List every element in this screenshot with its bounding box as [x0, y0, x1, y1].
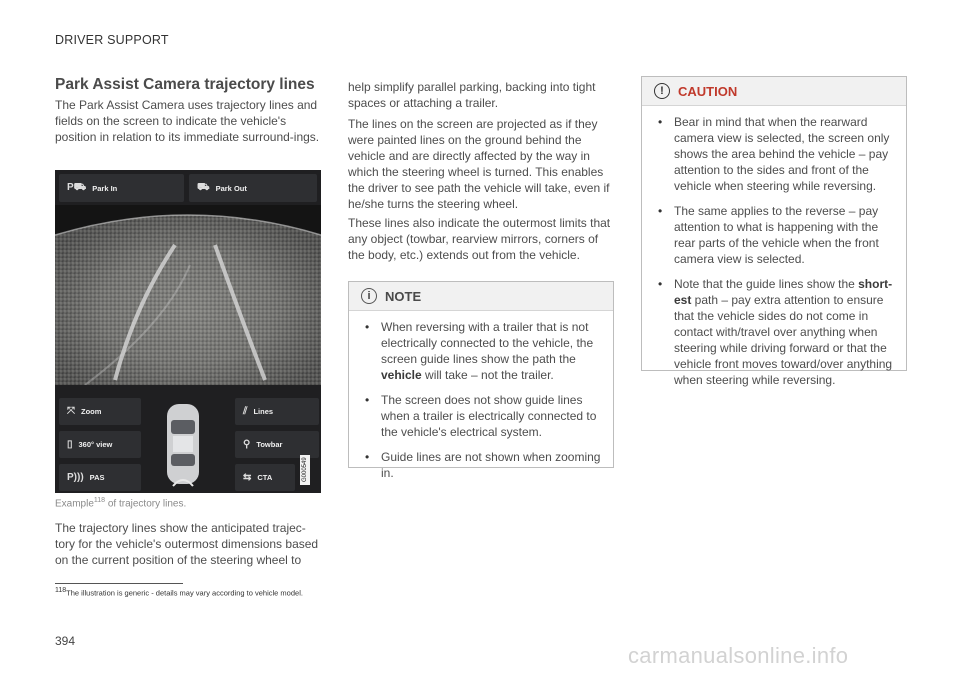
note-box	[348, 281, 614, 480]
col2-paragraph-3: These lines also indicate the outermost limits that any object (towbar, rearview mirrors, corners of the body, etc.) extends out from the vehicle.	[348, 216, 611, 262]
note-title: NOTE	[385, 288, 422, 304]
section-header: DRIVER SUPPORT	[55, 33, 169, 47]
info-icon: i	[361, 288, 377, 304]
car-exit-icon: ⛟	[197, 181, 210, 193]
towbar-button: ⚲ Towbar	[235, 431, 319, 458]
cross-traffic-icon: ⇆	[243, 472, 252, 483]
view-360-button: ▯ 360° view	[59, 431, 141, 458]
figure-reference-number: G000549	[300, 455, 310, 485]
pas-button: P))) PAS	[59, 464, 141, 491]
towbar-icon: ⚲	[243, 439, 251, 450]
note-header	[349, 282, 613, 311]
caution-box	[641, 76, 907, 387]
watermark: carmanualsonline.info	[628, 643, 849, 668]
car-top-view-icon	[157, 398, 209, 490]
intro-paragraph: The Park Assist Camera uses trajectory lines and fields on the screen to indicate the vehicle's position in relation to its immediate surround-ings.	[55, 98, 320, 144]
caution-item: • The same applies to the reverse – pay attention to what is happening with the rear parts of the vehicle when the front camera view is selected.	[652, 203, 896, 267]
page-title: Park Assist Camera trajectory lines	[55, 76, 315, 93]
footnote: $^{118}$The illustration is generic - details may vary according to vehicle model.	[55, 587, 303, 598]
car-top-icon: ▯	[67, 439, 73, 450]
note-item: • When reversing with a trailer that is not electrically connected to the vehicle, the screen guide lines show the path the vehicle will take – not the trailer.	[359, 319, 603, 383]
caution-header	[642, 77, 906, 106]
parking-sensor-icon: P)))	[67, 472, 84, 483]
camera-screen-figure	[55, 170, 321, 493]
col2-paragraph-2: The lines on the screen are projected as if they were painted lines on the ground behind the vehicle and are directly affected by the way in which the steering wheel is turned. This enables the driver to see path the vehicle will take, even if he/she turns the steering wheel.	[348, 117, 610, 211]
page-number: 394	[55, 634, 76, 648]
caution-title: CAUTION	[678, 83, 738, 99]
caution-item: • Note that the guide lines show the short-est path – pay extra attention to ensure that the vehicle sides do not come in contact with/travel over anything when steering while driving forward or that the vehicle front moves toward/over anything when steering while reversing.	[652, 276, 896, 388]
note-item: • Guide lines are not shown when zooming in.	[359, 449, 603, 481]
note-item: • The screen does not show guide lines when a trailer is electrically connected to the vehicle's electrical system.	[359, 392, 603, 440]
footnote-divider	[55, 583, 183, 584]
park-out-button: ⛟ Park Out	[189, 174, 317, 202]
caution-item: • Bear in mind that when the rearward camera view is selected, the screen only shows the area behind the vehicle – pay attention to the sides and front of the vehicle when steering while reversing.	[652, 114, 896, 194]
lines-button: ⫽ Lines	[235, 398, 319, 425]
zoom-button: ⤧ Zoom	[59, 398, 141, 425]
col2-paragraph-1: help simplify parallel parking, backing into tight spaces or attaching a trailer.	[348, 80, 596, 110]
zoom-arrows-icon: ⤧	[67, 406, 75, 417]
warning-icon: !	[654, 83, 670, 99]
cta-button: ⇆ CTA	[235, 464, 295, 491]
camera-view	[55, 205, 321, 385]
parking-car-icon: P⛟	[67, 181, 87, 193]
trajectory-paragraph: The trajectory lines show the anticipated trajec-tory for the vehicle's outermost dimensions based on the current position of the steering wheel to	[55, 521, 319, 567]
park-in-button: P⛟ Park In	[59, 174, 184, 202]
trajectory-lines-icon: ⫽	[243, 406, 248, 417]
figure-caption: Example$^{118}$ of trajectory lines.	[55, 497, 187, 510]
